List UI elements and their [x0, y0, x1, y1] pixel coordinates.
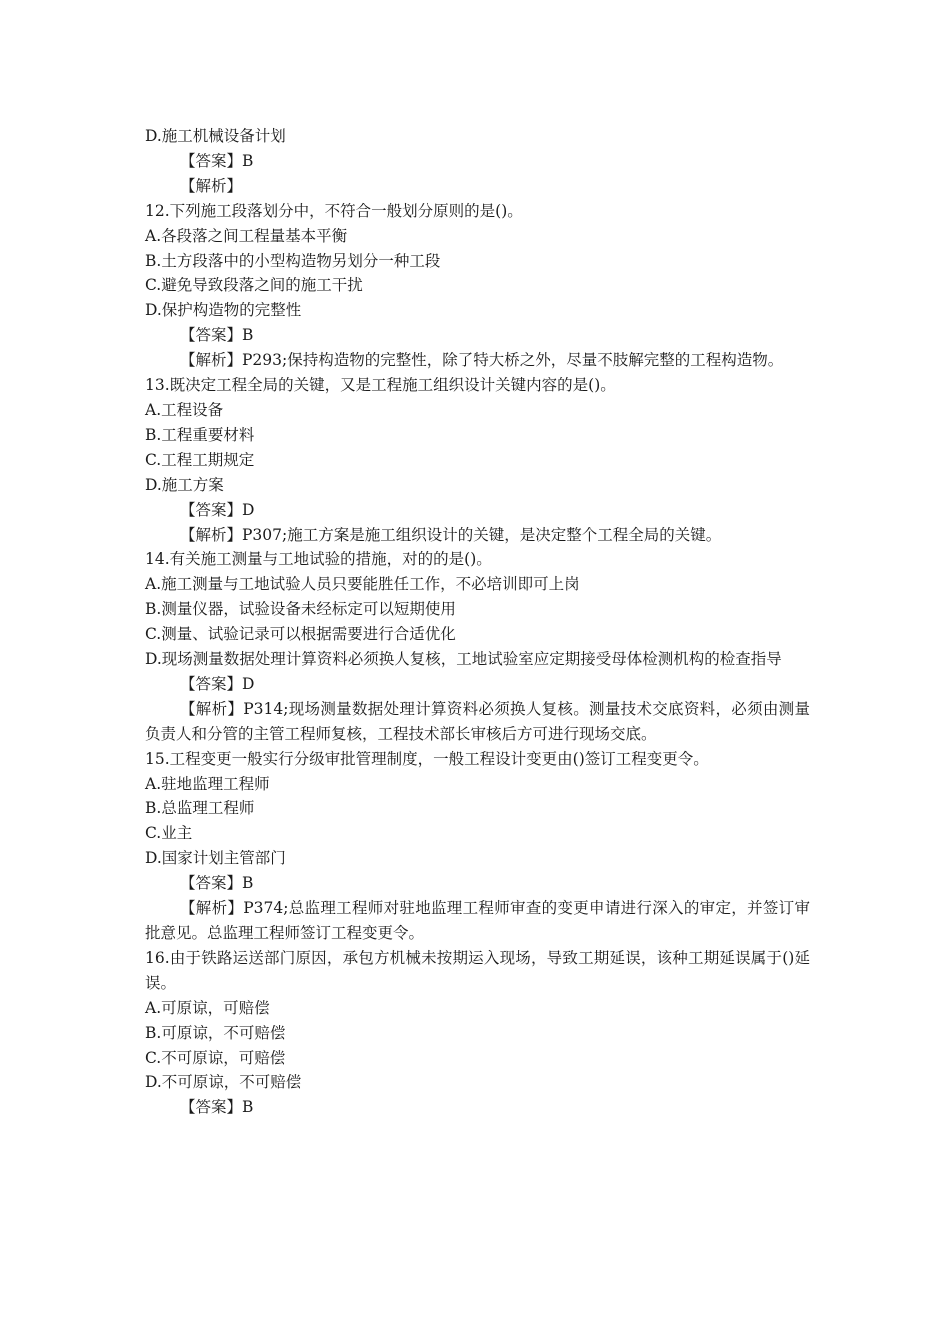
text-line: 【答案】B [180, 326, 254, 345]
text-line: B.测量仪器，试验设备未经标定可以短期使用 [145, 600, 456, 619]
text-line: 【解析】P307;施工方案是施工组织设计的关键，是决定整个工程全局的关键。 [180, 525, 722, 544]
text-line: D.不可原谅，不可赔偿 [145, 1073, 302, 1092]
text-line: 13.既决定工程全局的关键，又是工程施工组织设计关键内容的是()。 [145, 376, 616, 395]
text-line: 【解析】P314;现场测量数据处理计算资料必须换人复核。测量技术交底资料，必须由测量负责人和分管的主管工程师复核，工程技术部长审核后方可进行现场交底。 [145, 699, 810, 743]
text-line: 12.下列施工段落划分中，不符合一般划分原则的是()。 [145, 201, 523, 220]
text-line: A.驻地监理工程师 [145, 774, 270, 793]
text-line: D.施工机械设备计划 [145, 127, 286, 145]
text-line: D.国家计划主管部门 [145, 849, 286, 868]
text-line: B.工程重要材料 [145, 425, 255, 444]
text-line: 【解析】P374;总监理工程师对驻地监理工程师审查的变更申请进行深入的审定，并签订审批意见。总监理工程师签订工程变更令。 [145, 899, 810, 942]
text-line: 14.有关施工测量与工地试验的措施，对的的是()。 [145, 550, 492, 569]
text-line: C.工程工期规定 [145, 450, 255, 469]
text-line: B.可原谅，不可赔偿 [145, 1023, 286, 1042]
text-line: C.避免导致段落之间的施工干扰 [145, 276, 363, 295]
text-line: 【解析】 [180, 176, 243, 195]
text-line: 【答案】D [180, 500, 255, 519]
text-line: C.业主 [145, 824, 193, 843]
text-line: A.工程设备 [145, 400, 224, 419]
text-line: A.可原谅，可赔偿 [145, 998, 270, 1017]
text-line: 【答案】B [180, 151, 254, 170]
text-line: 【解析】P293;保持构造物的完整性，除了特大桥之外，尽量不肢解完整的工程构造物。 [180, 351, 784, 370]
text-line: A.施工测量与工地试验人员只要能胜任工作，不必培训即可上岗 [145, 575, 580, 594]
text-line: A.各段落之间工程量基本平衡 [145, 226, 348, 245]
text-line: B.总监理工程师 [145, 799, 255, 818]
text-line: 【答案】B [180, 1098, 254, 1117]
text-line: B.土方段落中的小型构造物另划分一种工段 [145, 251, 441, 270]
text-line: C.不可原谅，可赔偿 [145, 1048, 286, 1067]
text-line: 【答案】D [180, 674, 255, 693]
text-line: C.测量、试验记录可以根据需要进行合适优化 [145, 625, 456, 644]
text-line: 15.工程变更一般实行分级审批管理制度，一般工程设计变更由()签订工程变更令。 [145, 749, 709, 768]
text-line: 16.由于铁路运送部门原因，承包方机械未按期运入现场，导致工期延误，该种工期延误属于()延误。 [145, 948, 810, 992]
document-body [145, 124, 810, 1120]
text-line: 【答案】B [180, 874, 254, 893]
text-line: D.施工方案 [145, 475, 224, 494]
text-line: D.现场测量数据处理计算资料必须换人复核，工地试验室应定期接受母体检测机构的检查指导 [145, 650, 782, 669]
text-line: D.保护构造物的完整性 [145, 301, 302, 320]
